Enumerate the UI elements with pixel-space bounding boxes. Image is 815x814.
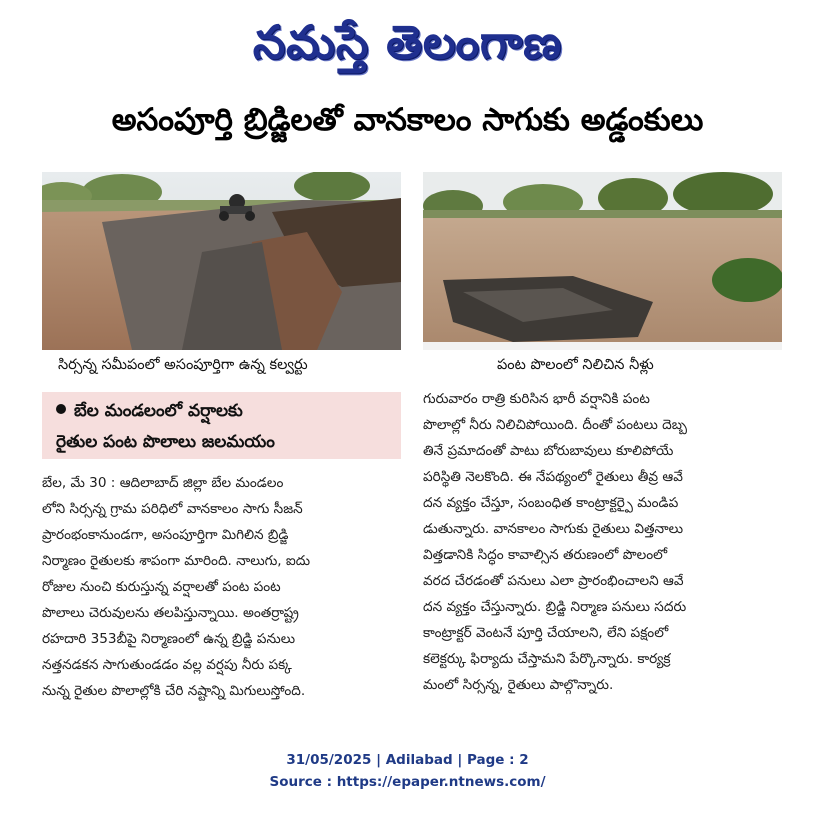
body-text-line: విత్తడానికి సిద్ధం కావాల్సిన తరుణంలో పొలంలో [423, 547, 668, 563]
subheadline-box [42, 392, 401, 459]
body-text-line: కాంట్రాక్టర్ వెంటనే పూర్తి చేయాలని, లేని పక్షంలో [423, 625, 669, 641]
subheadline-text: బేల మండలంలో వర్షాలకు [74, 401, 243, 421]
footer-date-edition: 31/05/2025 | Adilabad | Page : 2 [286, 752, 529, 768]
photo-caption-right: పంట పొలంలో నిలిచిన నీళ్లు [497, 357, 654, 373]
subheadline-line: రైతుల పంట పొలాలు జలమయం [56, 432, 275, 452]
body-text-line: పొలాలు చెరువులను తలపిస్తున్నాయి. అంతర్రాష్ట్ర [42, 605, 299, 621]
photo-waterlogged-field [423, 172, 782, 350]
body-text-line: నున్న రైతుల పొలాల్లోకి చేరి నష్టాన్ని మిగులుస్తోంది. [42, 683, 306, 699]
body-text-line: దన వ్యక్తం చేస్తూ, సంబంధిత కాంట్రాక్టర్పై మండిప [423, 495, 679, 511]
footer-source-link[interactable]: Source : https://epaper.ntnews.com/ [269, 774, 546, 790]
body-text-line: తినే ప్రమాదంతో పాటు బోరుబావులు కూలిపోయే [423, 443, 674, 459]
masthead-logo: నమస్తే తెలంగాణ [252, 15, 563, 69]
body-text-line: లోని సిర్సన్న గ్రామ పరిధిలో వానకాలం సాగు సీజన్ [42, 501, 303, 517]
body-text-line: రోజుల నుంచి కురుస్తున్న వర్షాలతో పంట పంట [42, 579, 281, 595]
body-text-line: మంలో సిర్సన్న, రైతులు పాల్గొన్నారు. [423, 677, 614, 693]
subheadline-line [56, 396, 243, 426]
body-text-line: పొలాల్లో నీరు నిలిచిపోయింది. దీంతో పంటలు దెబ్బ [423, 417, 688, 433]
body-text-line: పరిస్థితి నెలకొంది. ఈ నేపథ్యంలో రైతులు తీవ్ర ఆవే [423, 469, 683, 485]
body-text-line: కలెక్టర్కు ఫిర్యాదు చేస్తామని పేర్కొన్నారు. కార్యక్ర [423, 651, 671, 667]
article-body-right-column [423, 386, 783, 698]
body-text-line: గురువారం రాత్రి కురిసిన భారీ వర్షానికి పంట [423, 391, 650, 407]
body-text-line: దన వ్యక్తం చేస్తున్నారు. బ్రిడ్జి నిర్మాణ పనులు సదరు [423, 599, 687, 615]
body-text-line: రహదారి 353బీపై నిర్మాణంలో ఉన్న బ్రిడ్జి పనులు [42, 631, 296, 647]
article-body-left-column [42, 470, 402, 704]
body-text-line: నత్తనడకన సాగుతుండడం వల్ల వర్షపు నీరు పక్క [42, 657, 292, 673]
article-headline: అసంపూర్తి బ్రిడ్జిలతో వానకాలం సాగుకు అడ్డంకులు [111, 102, 704, 138]
body-text-line: వరద చేరడంతో పనులు ఎలా ప్రారంభించాలని ఆవే [423, 573, 684, 589]
photo-incomplete-culvert [42, 172, 401, 350]
body-text-line: ప్రారంభంకానుండగా, అసంపూర్తిగా మిగిలిన బ్రిడ్జి [42, 527, 289, 543]
body-text-line: నిర్మాణం రైతులకు శాపంగా మారింది. నాలుగు, ఐదు [42, 553, 311, 569]
body-text-line: బేల, మే 30 : ఆదిలాబాద్ జిల్లా బేల మండలం [42, 475, 284, 491]
body-text-line: డుతున్నారు. వానకాలం సాగుకు రైతులు విత్తనాలు [423, 521, 684, 537]
photo-caption-left: సిర్సన్న సమీపంలో అసంపూర్తిగా ఉన్న కల్వర్టు [58, 357, 308, 373]
bullet-icon [56, 404, 66, 414]
